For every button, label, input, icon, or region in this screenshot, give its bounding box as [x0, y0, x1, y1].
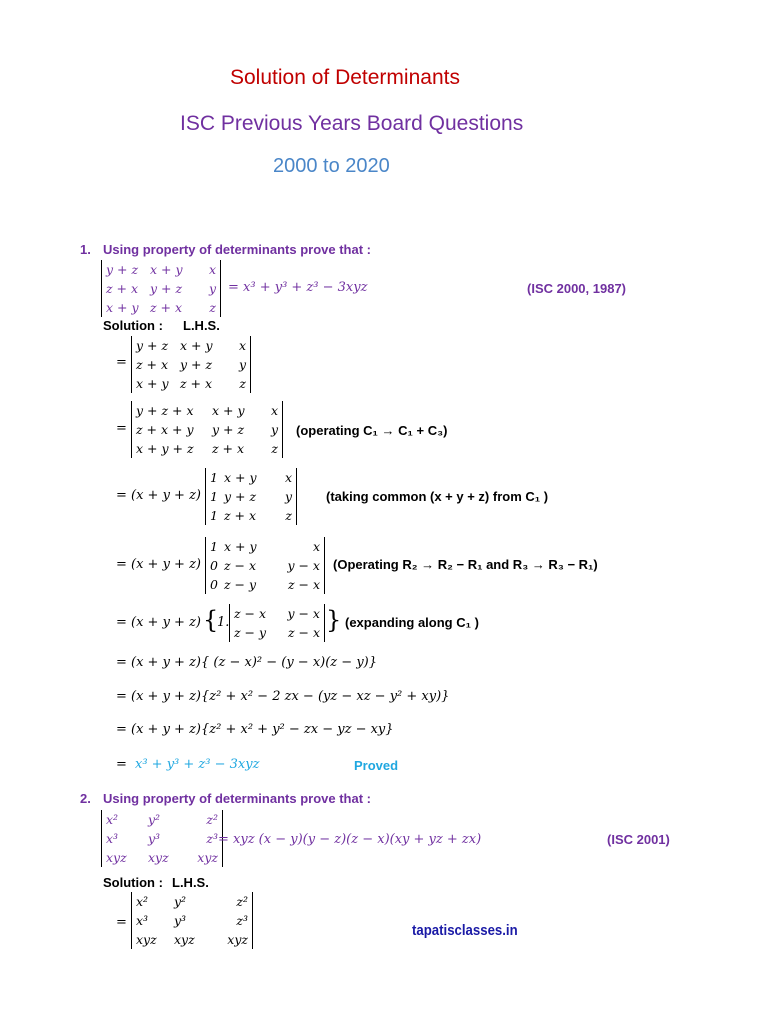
q1-prompt: Using property of determinants prove that : — [103, 242, 371, 257]
q2-question-determinant: x² y² z² x³ y³ z³ xyz xyz xyz — [101, 810, 223, 867]
q1-reference: (ISC 2000, 1987) — [527, 281, 627, 296]
q1-step5-prefix: = (x + y + z) — [116, 615, 202, 630]
q1-step5-determinant: z − x y − x z − y z − x — [229, 604, 325, 642]
q1-step5-note: (expanding along C₁ ) — [345, 615, 479, 630]
left-brace: { — [203, 606, 219, 634]
right-brace: } — [326, 606, 342, 634]
q1-lhs-label: L.H.S. — [183, 318, 220, 333]
equals-sign: = — [116, 421, 127, 436]
q1-step1-determinant: y + z x + y x z + x y + z y x + y z + x z — [131, 336, 251, 393]
q1-step4-note: (Operating R₂ → R₂ − R₁ and R₃ → R₃ − R₁) — [333, 557, 598, 572]
q1-step4-prefix: = (x + y + z) — [116, 557, 202, 572]
q2-reference: (ISC 2001) — [607, 832, 670, 847]
year-range: 2000 to 2020 — [273, 155, 390, 177]
q1-proved-label: Proved — [354, 758, 399, 773]
q1-step6: = (x + y + z){ (z − x)² − (y − x)(z − y)} — [116, 655, 378, 670]
page-subtitle: ISC Previous Years Board Questions — [180, 112, 524, 135]
q1-step2-determinant: y + z + x x + y x z + x + y y + z y x + y + z z + x z — [131, 401, 283, 458]
q2-number: 2. — [80, 791, 91, 806]
q2-prompt: Using property of determinants prove that : — [103, 791, 371, 806]
equals-sign: = — [116, 915, 127, 930]
q1-solution-label: Solution : — [103, 318, 163, 333]
q2-solution-label: Solution : — [103, 875, 163, 890]
q1-step5-mid: 1. — [217, 615, 230, 630]
equals-sign: = — [116, 757, 127, 772]
page-title: Solution of Determinants — [230, 66, 460, 89]
q1-step4-determinant: 1 x + y x 0 z − x y − x 0 z − y z − x — [205, 537, 325, 594]
q2-rhs: = xyz (x − y)(y − z)(z − x)(xy + yz + zx) — [218, 832, 482, 847]
q1-step7: = (x + y + z){z² + x² − 2 zx − (yz − xz − y² + xy)} — [116, 689, 450, 704]
q1-rhs: = x³ + y³ + z³ − 3xyz — [228, 280, 368, 295]
q1-step3-prefix: = (x + y + z) — [116, 488, 202, 503]
q1-question-determinant: y + z x + y x z + x y + z y x + y z + x z — [101, 260, 221, 317]
q1-step8: = (x + y + z){z² + x² + y² − zx − yz − xy} — [116, 722, 394, 737]
q1-number: 1. — [80, 242, 91, 257]
q2-lhs-label: L.H.S. — [172, 875, 209, 890]
q1-result: x³ + y³ + z³ − 3xyz — [135, 757, 260, 772]
q1-step3-determinant: 1 x + y x 1 y + z y 1 z + x z — [205, 468, 297, 525]
q1-step3-note: (taking common (x + y + z) from C₁ ) — [326, 489, 549, 504]
q1-step2-note: (operating C₁ → C₁ + C₃) — [296, 423, 448, 438]
q2-step1-determinant: x² y² z² x³ y³ z³ xyz xyz xyz — [131, 892, 253, 949]
equals-sign: = — [116, 355, 127, 370]
watermark: tapatisclasses.in — [412, 922, 518, 939]
